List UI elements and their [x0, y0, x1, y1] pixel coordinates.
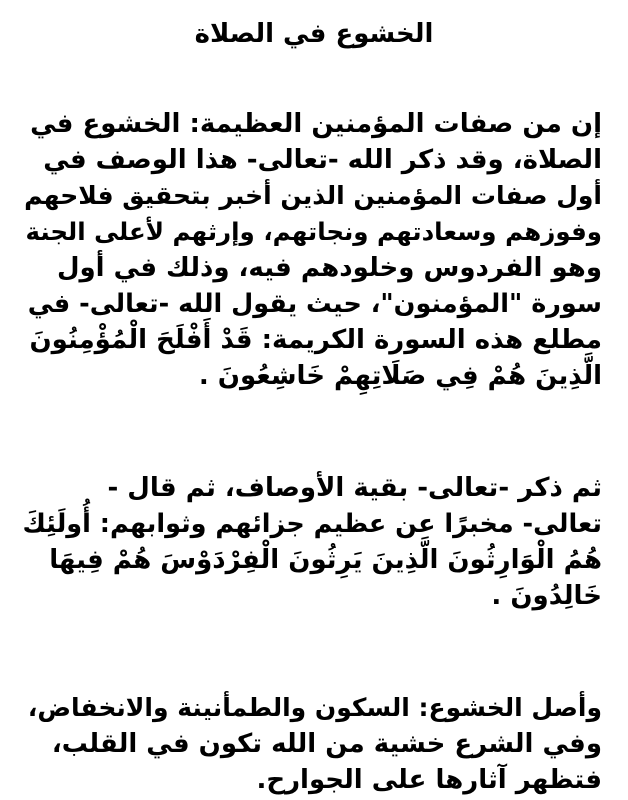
- paragraph-line: وهو الفردوس وخلودهم فيه، وذلك في أول: [56, 253, 602, 283]
- paragraph-line: وفوزهم وسعادتهم ونجاتهم، وإرثهم لأعلى الجنة: [25, 217, 602, 246]
- paragraph-line: ثم ذكر -تعالى- بقية الأوصاف، ثم قال -: [107, 473, 602, 503]
- paragraph-line: الَّذِينَ هُمْ فِي صَلَاتِهِمْ خَاشِعُونَ .: [198, 361, 602, 391]
- paragraph-line: الصلاة، وقد ذكر الله -تعالى- هذا الوصف في: [43, 145, 602, 175]
- paragraph-1: [20, 106, 602, 394]
- paragraph-line: إن من صفات المؤمنين العظيمة: الخشوع في: [30, 109, 602, 139]
- paragraph-line: وأصل الخشوع: السكون والطمأنينة والانخفاض،: [27, 693, 602, 722]
- paragraph-line: خَالِدُونَ .: [491, 581, 602, 611]
- paragraph-2: [20, 470, 602, 614]
- paragraph-line: سورة "المؤمنون"، حيث يقول الله -تعالى- في: [27, 289, 602, 319]
- document-title: الخشوع في الصلاة: [194, 19, 434, 49]
- paragraph-line: أول صفات المؤمنين الذين أخبر بتحقيق فلاحهم: [24, 181, 602, 210]
- paragraph-3: [20, 690, 602, 798]
- paragraph-line: تعالى- مخبرًا عن عظيم جزائهم وثوابهم: أُولَئِكَ: [22, 509, 602, 539]
- paragraph-line: مطلع هذه السورة الكريمة: قَدْ أَفْلَحَ الْمُؤْمِنُونَ: [29, 325, 602, 355]
- paragraph-line: فتظهر آثارها على الجوارح.: [256, 765, 602, 795]
- paragraph-line: هُمُ الْوَارِثُونَ الَّذِينَ يَرِثُونَ الْفِرْدَوْسَ هُمْ فِيهَا: [49, 545, 602, 575]
- paragraph-line: وفي الشرع خشية من الله تكون في القلب،: [51, 729, 602, 759]
